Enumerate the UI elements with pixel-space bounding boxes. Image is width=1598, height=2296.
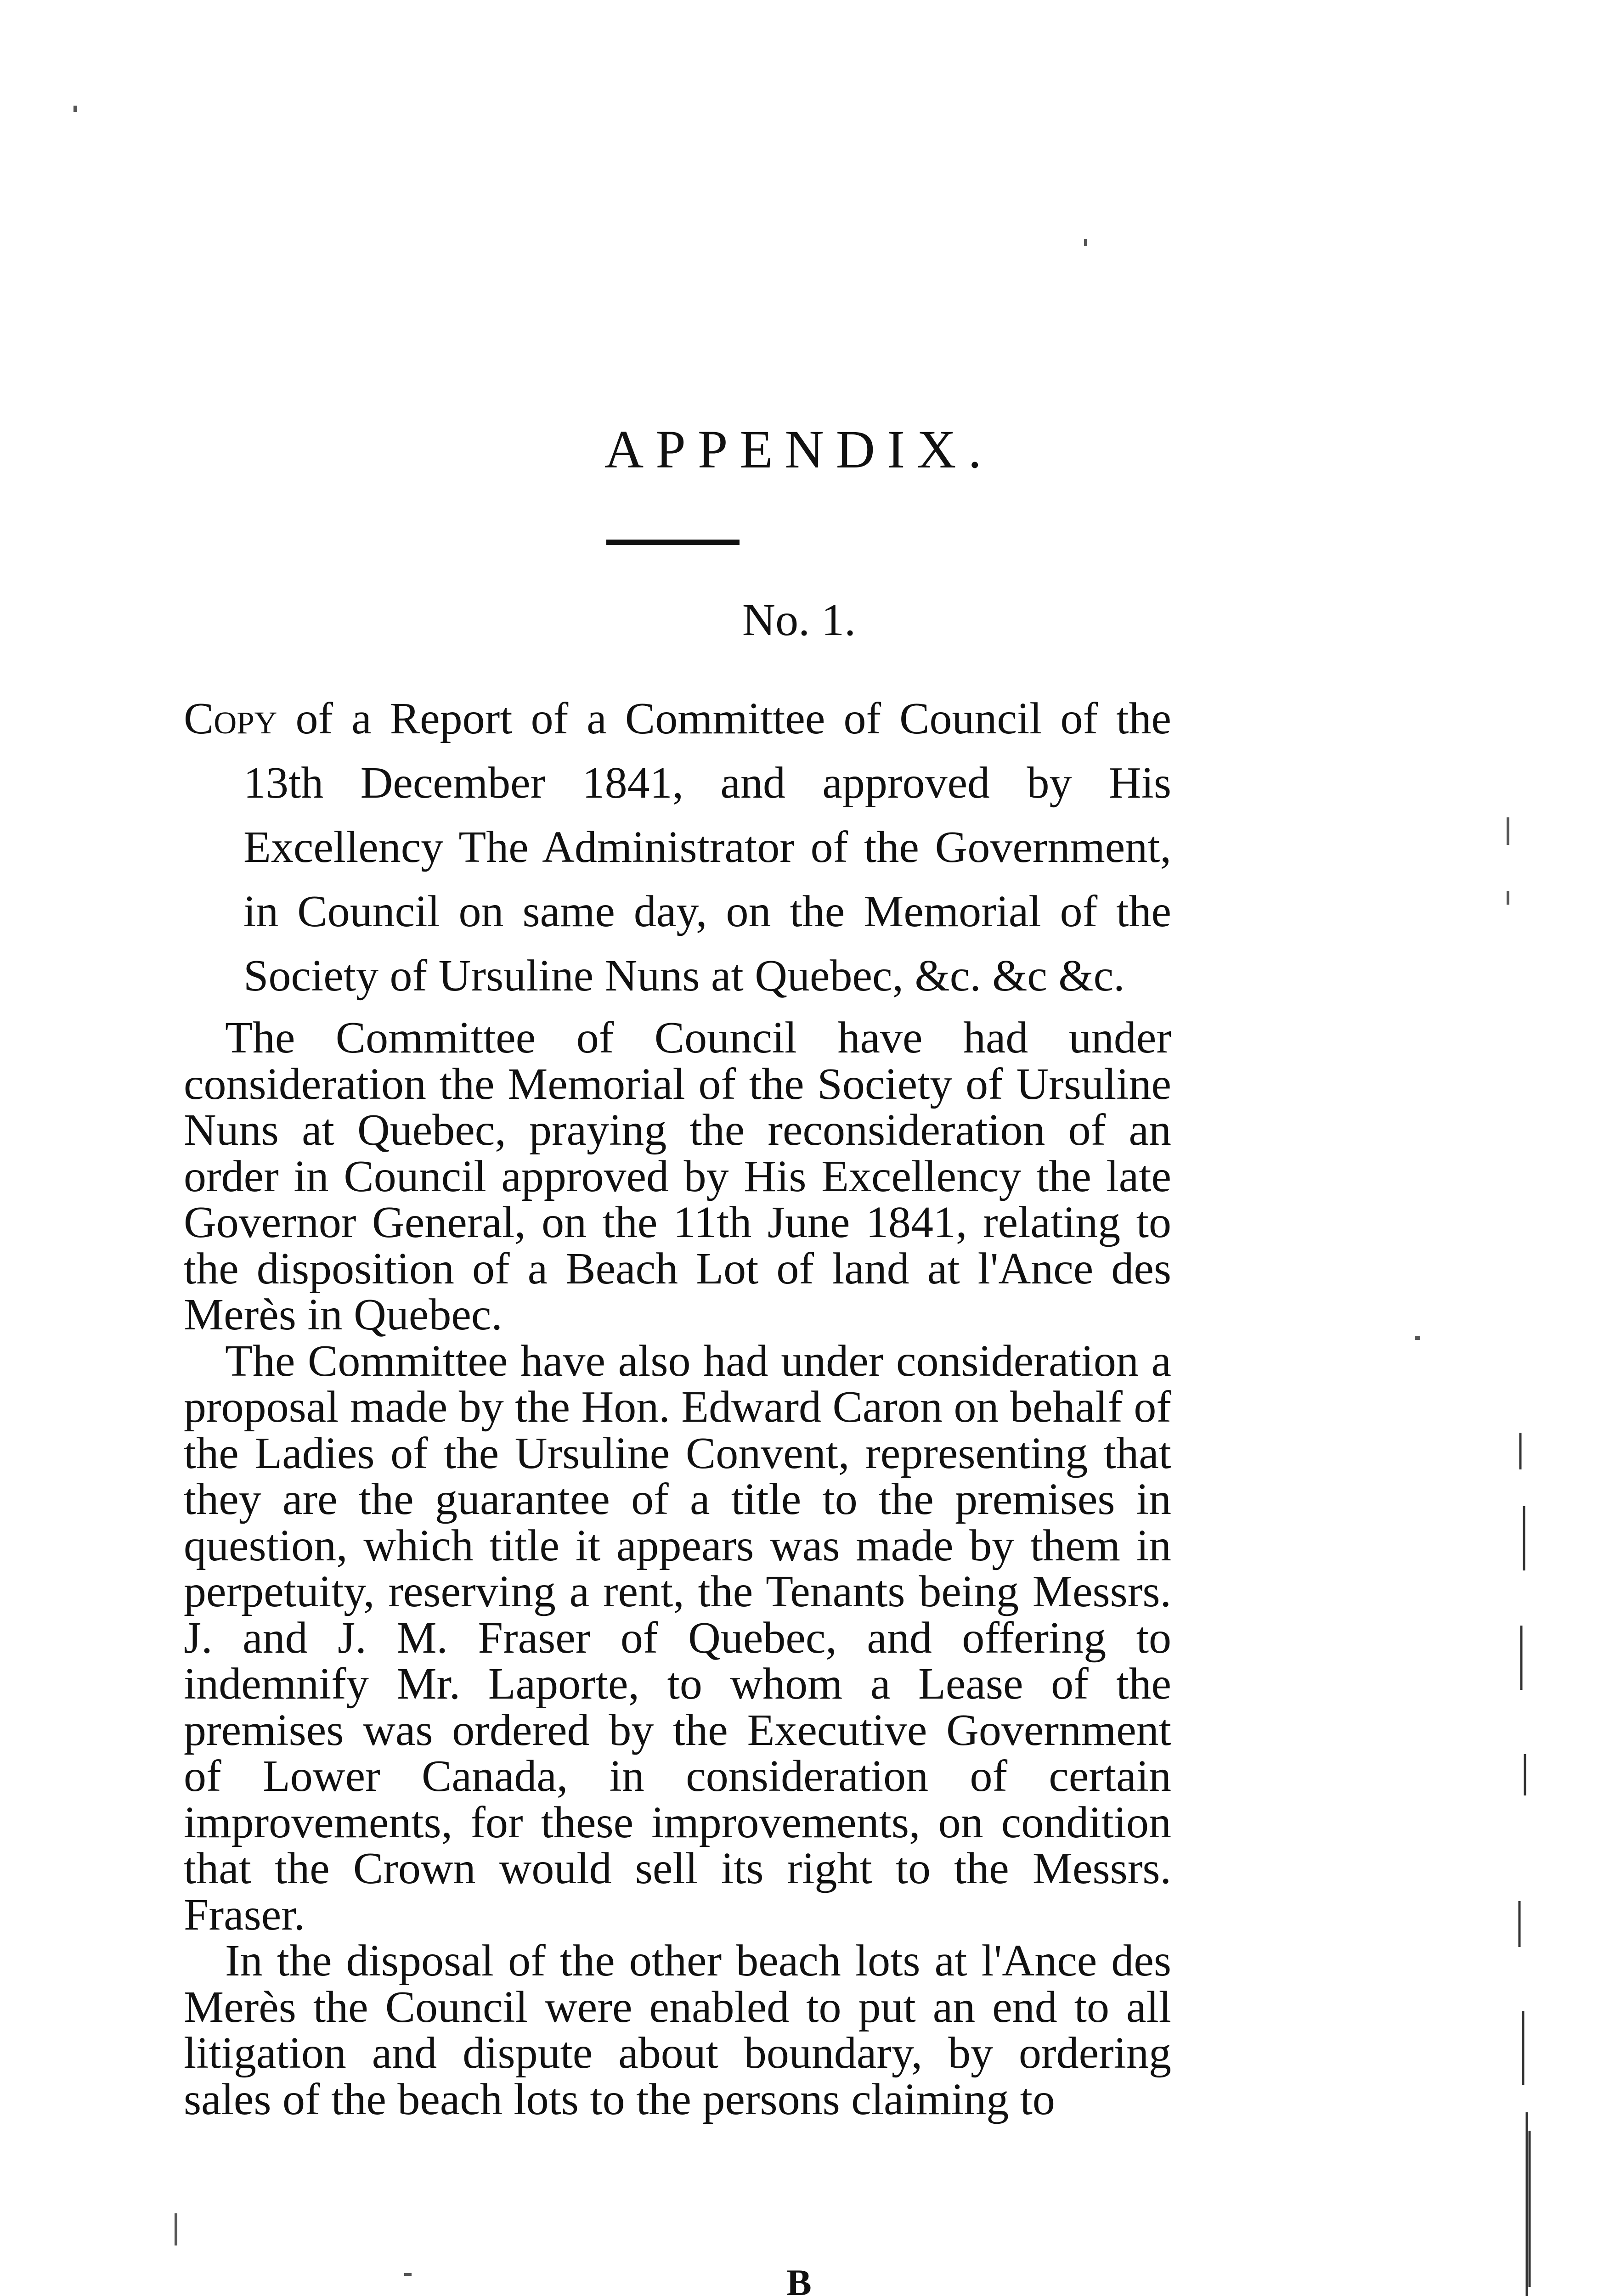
scan-speck	[73, 106, 77, 112]
scan-speck	[1507, 891, 1509, 905]
appendix-number: No. 1.	[742, 594, 856, 645]
report-caption	[184, 687, 1171, 1008]
caption-first-word: Copy	[184, 694, 277, 743]
signature-mark: B	[786, 2262, 812, 2296]
scan-speck	[1084, 239, 1087, 246]
scan-speck	[175, 2213, 177, 2245]
scan-speck	[1415, 1336, 1420, 1340]
appendix-heading: APPENDIX.	[604, 419, 994, 479]
paragraph-2: The Committee have also had under consideration a proposal made by the Hon. Edward Caron on behalf of the Ladies of the Ursuline Convent, representing that they are the guarantee of a title to the premises in question, which title it appears was made by them in perpetuity, reserving a rent, the Tenants being Messrs. J. and J. M. Fraser of Quebec, and offering to indemnify Mr. Laporte, to whom a Lease of the premises was ordered by the Executive Government of Lower Canada, in consideration of certain improvements, for these improvements, on condition that the Crown would sell its right to the Messrs. Fraser.	[184, 1336, 1171, 1940]
caption-text: of a Report of a Committee of Council of the 13th December 1841, and approved by His Excellency The Administrator of the Government, in Council on same day, on the Memorial of the Society of Ursuline Nuns at Quebec, &c. &c &c.	[243, 694, 1171, 1001]
scan-speck	[404, 2273, 412, 2276]
scan-speck	[1507, 817, 1509, 845]
scan-edge-marks	[1511, 1433, 1543, 2296]
paragraph-1: The Committee of Council have had under consideration the Memorial of the Society of Ursuline Nuns at Quebec, praying the reconsideration of an order in Council approved by His Excellency the late Governor General, on the 11th June 1841, relating to the disposition of a Beach Lot of land at l'Ance des Merès in Quebec.	[184, 1013, 1171, 1339]
paragraph-3: In the disposal of the other beach lots at l'Ance des Merès the Council were enabled to put an end to all litigation and dispute about boundary, by ordering sales of the beach lots to the persons claiming to	[184, 1936, 1171, 2124]
heading-rule	[606, 540, 740, 545]
body-text	[184, 1015, 1171, 2122]
